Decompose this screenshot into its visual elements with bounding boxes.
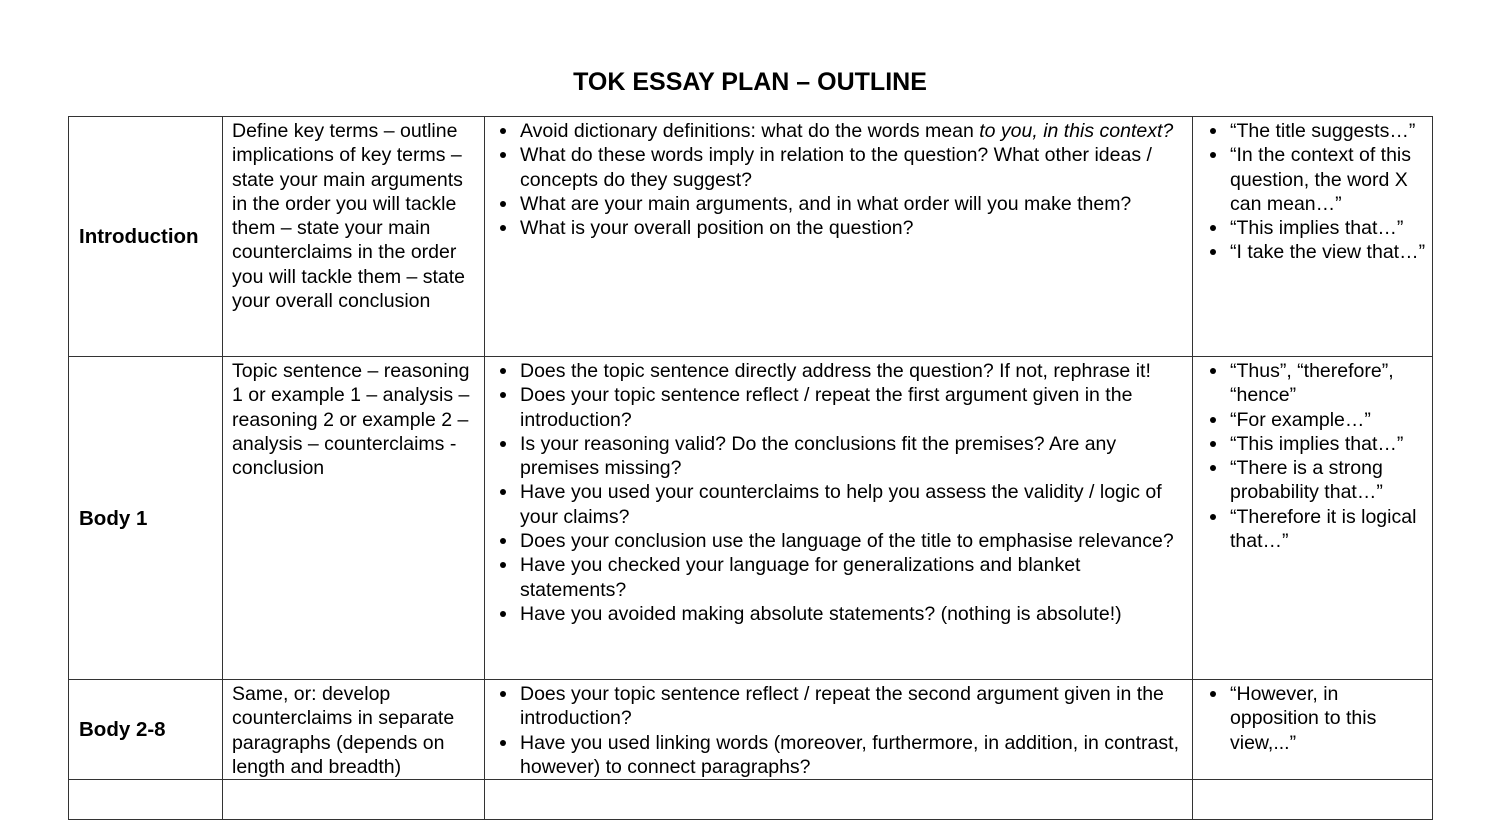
list-item: “However, in opposition to this view,...”: [1230, 682, 1426, 755]
phrases-cell: [1193, 680, 1433, 780]
questions-cell: [485, 357, 1193, 680]
list-item: Is your reasoning valid? Do the conclusions fit the premises? Are any premises missing?: [520, 432, 1186, 481]
list-item: “Therefore it is logical that…”: [1230, 505, 1426, 554]
list-item: “This implies that…”: [1230, 216, 1426, 240]
table-row-body-2-8: [69, 680, 1433, 780]
list-item: “Thus”, “therefore”, “hence”: [1230, 359, 1426, 408]
questions-cell: [485, 680, 1193, 780]
list-item: “In the context of this question, the word X can mean…”: [1230, 143, 1426, 216]
list-item: Have you avoided making absolute statements? (nothing is absolute!): [520, 602, 1186, 626]
list-item: What are your main arguments, and in what order will you make them?: [520, 192, 1186, 216]
list-item: What is your overall position on the question?: [520, 216, 1186, 240]
list-item: “There is a strong probability that…”: [1230, 456, 1426, 505]
list-item: Does your topic sentence reflect / repeat the second argument given in the introduction?: [520, 682, 1186, 731]
list-item: Have you used linking words (moreover, furthermore, in addition, in contrast, however) to connect paragraphs?: [520, 731, 1186, 780]
row-label: Body 2-8: [69, 680, 223, 780]
essay-plan-table: [68, 116, 1433, 820]
table-row-body-1: [69, 357, 1433, 680]
list-item: Does your conclusion use the language of the title to emphasise relevance?: [520, 529, 1186, 553]
list-item: “This implies that…”: [1230, 432, 1426, 456]
list-item: “The title suggests…”: [1230, 119, 1426, 143]
structure-cell: Same, or: develop counterclaims in separate paragraphs (depends on length and breadth): [223, 680, 485, 780]
table-row-cut-off: [69, 780, 1433, 820]
phrases-cell: [1193, 357, 1433, 680]
list-item: “For example…”: [1230, 408, 1426, 432]
row-label: Body 1: [69, 357, 223, 680]
structure-cell: Topic sentence – reasoning 1 or example 1 – analysis – reasoning 2 or example 2 – analysis – counterclaims - conclusion: [223, 357, 485, 680]
list-item: Does the topic sentence directly address the question? If not, rephrase it!: [520, 359, 1186, 383]
phrases-cell: [1193, 117, 1433, 357]
table-row-introduction: [69, 117, 1433, 357]
questions-cell: [485, 117, 1193, 357]
list-item: Have you checked your language for generalizations and blanket statements?: [520, 553, 1186, 602]
row-label: Introduction: [69, 117, 223, 357]
document-title: TOK ESSAY PLAN – OUTLINE: [573, 68, 927, 96]
list-item: “I take the view that…”: [1230, 241, 1426, 264]
list-item: Does your topic sentence reflect / repeat the first argument given in the introduction?: [520, 383, 1186, 432]
structure-cell: Define key terms – outline implications of key terms – state your main arguments in the order you will tackle them – state your main counterclaims in the order you will tackle them – state your overall conclusion: [223, 117, 485, 357]
list-item: Avoid dictionary definitions: what do the words mean to you, in this context?: [520, 119, 1186, 143]
list-item: What do these words imply in relation to the question? What other ideas / concepts do they suggest?: [520, 143, 1186, 192]
list-item: Have you used your counterclaims to help you assess the validity / logic of your claims?: [520, 480, 1186, 529]
